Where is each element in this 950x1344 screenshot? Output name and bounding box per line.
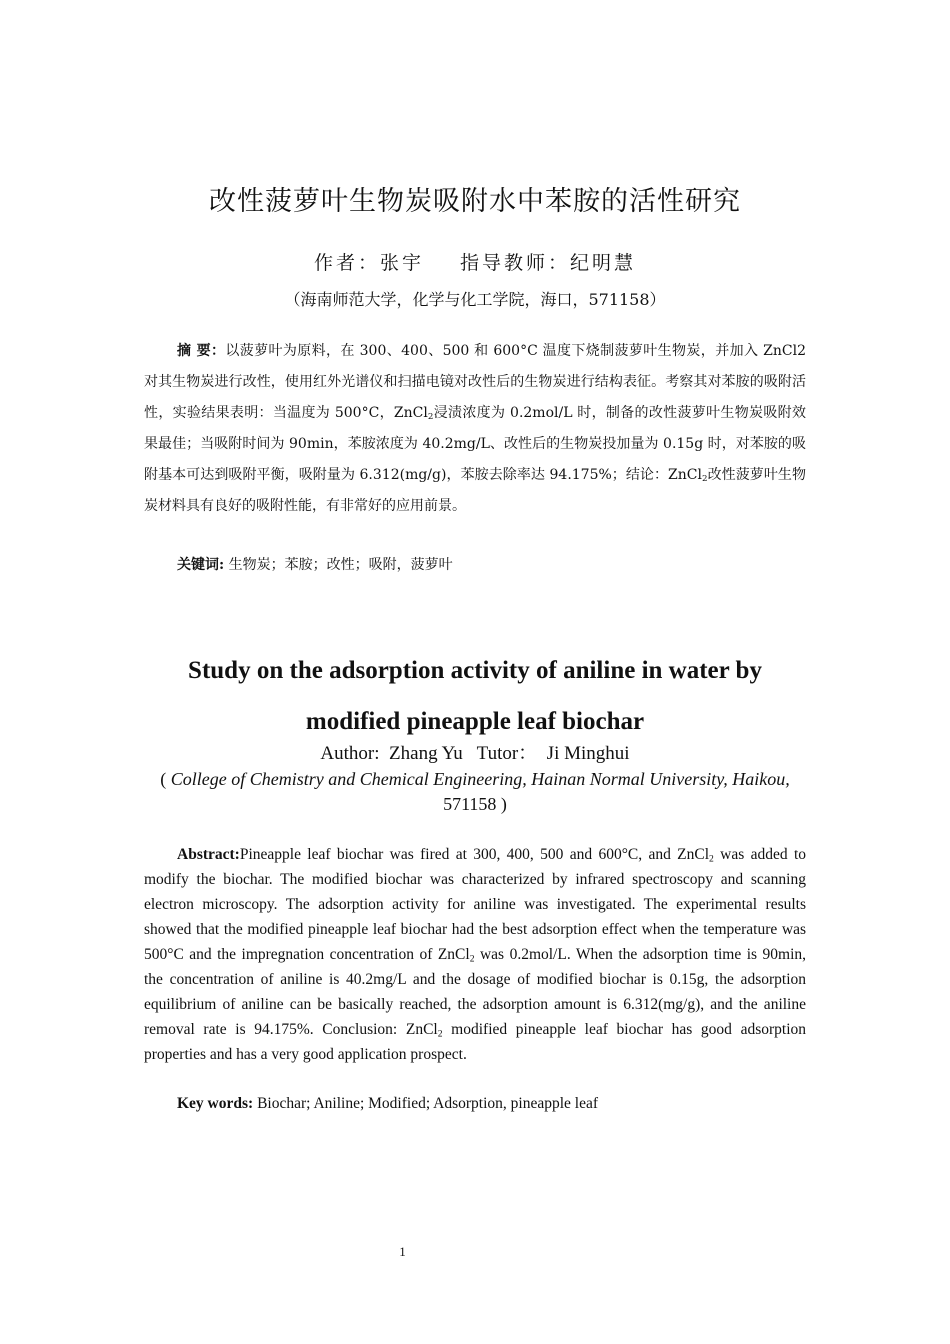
english-affiliation: [150, 767, 800, 817]
english-title-line-1: Study on the adsorption activity of aniline in water by: [188, 657, 762, 684]
chinese-affiliation: （海南师范大学，化学与化工学院，海口，571158）: [284, 290, 666, 309]
chinese-abstract-text-1: 以菠萝叶为原料，在 300、400、500 和 600°C 温度下烧制菠萝叶生物炭，并加入 ZnCl2 对其生物炭进行改性，使用红外光谱仪和扫描电镜对改性后的生物炭进行结构表征。考察其对苯胺的吸附活性，实验结果表明：当温度为 500°C，ZnCl: [144, 343, 806, 421]
english-affiliation-zip: 571158 ): [443, 794, 507, 814]
author-label: 作者：: [313, 252, 380, 274]
chinese-keywords-text: 生物炭；苯胺；改性；吸附，菠萝叶: [224, 557, 453, 573]
chinese-abstract-subscript-2: 2: [702, 474, 708, 485]
english-abstract-text-3: was 0.2mol/L. When the adsorption time is 90min, the concentration of aniline is 40.2mg/L and the dosage of modified biochar is 0.15g, the adsorption equilibrium of aniline can be basically reached, the adsorption amount is 6.312(mg/g), and the aniline removal rate is 94.175%. Conclusion: ZnCl: [144, 946, 807, 1038]
english-title: [0, 645, 950, 747]
english-abstract: [144, 842, 806, 1067]
english-author-line: Author: Zhang Yu Tutor： Ji Minghui: [320, 743, 630, 764]
english-title-line-2: modified pineapple leaf biochar: [305, 708, 645, 735]
author-name: 张宇: [379, 252, 424, 274]
chinese-abstract: [144, 336, 806, 522]
english-abstract-subscript-1: 2: [709, 853, 714, 865]
chinese-keywords-label: 关键词:: [177, 557, 225, 573]
english-abstract-text-2: was added to modify the biochar. The modified biochar was characterized by infrared spectroscopy and scanning electron microscopy. The adsorption activity for aniline was investigated. The experimental results showed that the modified pineapple leaf biochar had the best adsorption effect when the temperature was 500°C and the impregnation concentration of ZnCl: [144, 846, 807, 963]
english-affiliation-institution: College of Chemistry and Chemical Engineering, Hainan Normal University, Haikou,: [170, 769, 790, 789]
page-number: 1: [399, 1244, 406, 1259]
chinese-abstract-text-2: 浸渍浓度为 0.2mol/L 时，制备的改性菠萝叶生物炭吸附效果最佳；当吸附时间为 90min，苯胺浓度为 40.2mg/L、改性后的生物炭投加量为 0.15g 时，对苯胺的吸附基本可达到吸附平衡，吸附量为 6.312(mg/g)，苯胺去除率达 94.175%；结论：ZnCl: [144, 405, 806, 483]
chinese-keywords: [177, 550, 806, 581]
english-abstract-text-4: modified pineapple leaf biochar has good adsorption properties and has a very good application prospect.: [144, 1021, 807, 1063]
tutor-label: 指导教师：: [460, 252, 571, 274]
english-affiliation-open: (: [160, 769, 171, 789]
english-keywords-label: Key words:: [177, 1095, 254, 1112]
english-abstract-text-1: Pineapple leaf biochar was fired at 300, 400, 500 and 600°C, and ZnCl: [239, 846, 710, 863]
english-abstract-label: Abstract:: [177, 846, 240, 863]
english-keywords-text: Biochar; Aniline; Modified; Adsorption, pineapple leaf: [253, 1095, 599, 1112]
tutor-name: 纪明慧: [570, 252, 637, 274]
english-keywords: [177, 1091, 806, 1116]
english-abstract-subscript-3: 2: [437, 1028, 443, 1040]
english-abstract-subscript-2: 2: [469, 953, 475, 965]
chinese-author-line: [0, 248, 950, 278]
chinese-title: 改性菠萝叶生物炭吸附水中苯胺的活性研究: [209, 186, 741, 217]
chinese-abstract-label: 摘 要：: [177, 343, 226, 359]
chinese-abstract-subscript-1: 2: [427, 412, 434, 423]
chinese-abstract-text-3: 改性菠萝叶生物炭材料具有良好的吸附性能，有非常好的应用前景。: [144, 467, 807, 514]
